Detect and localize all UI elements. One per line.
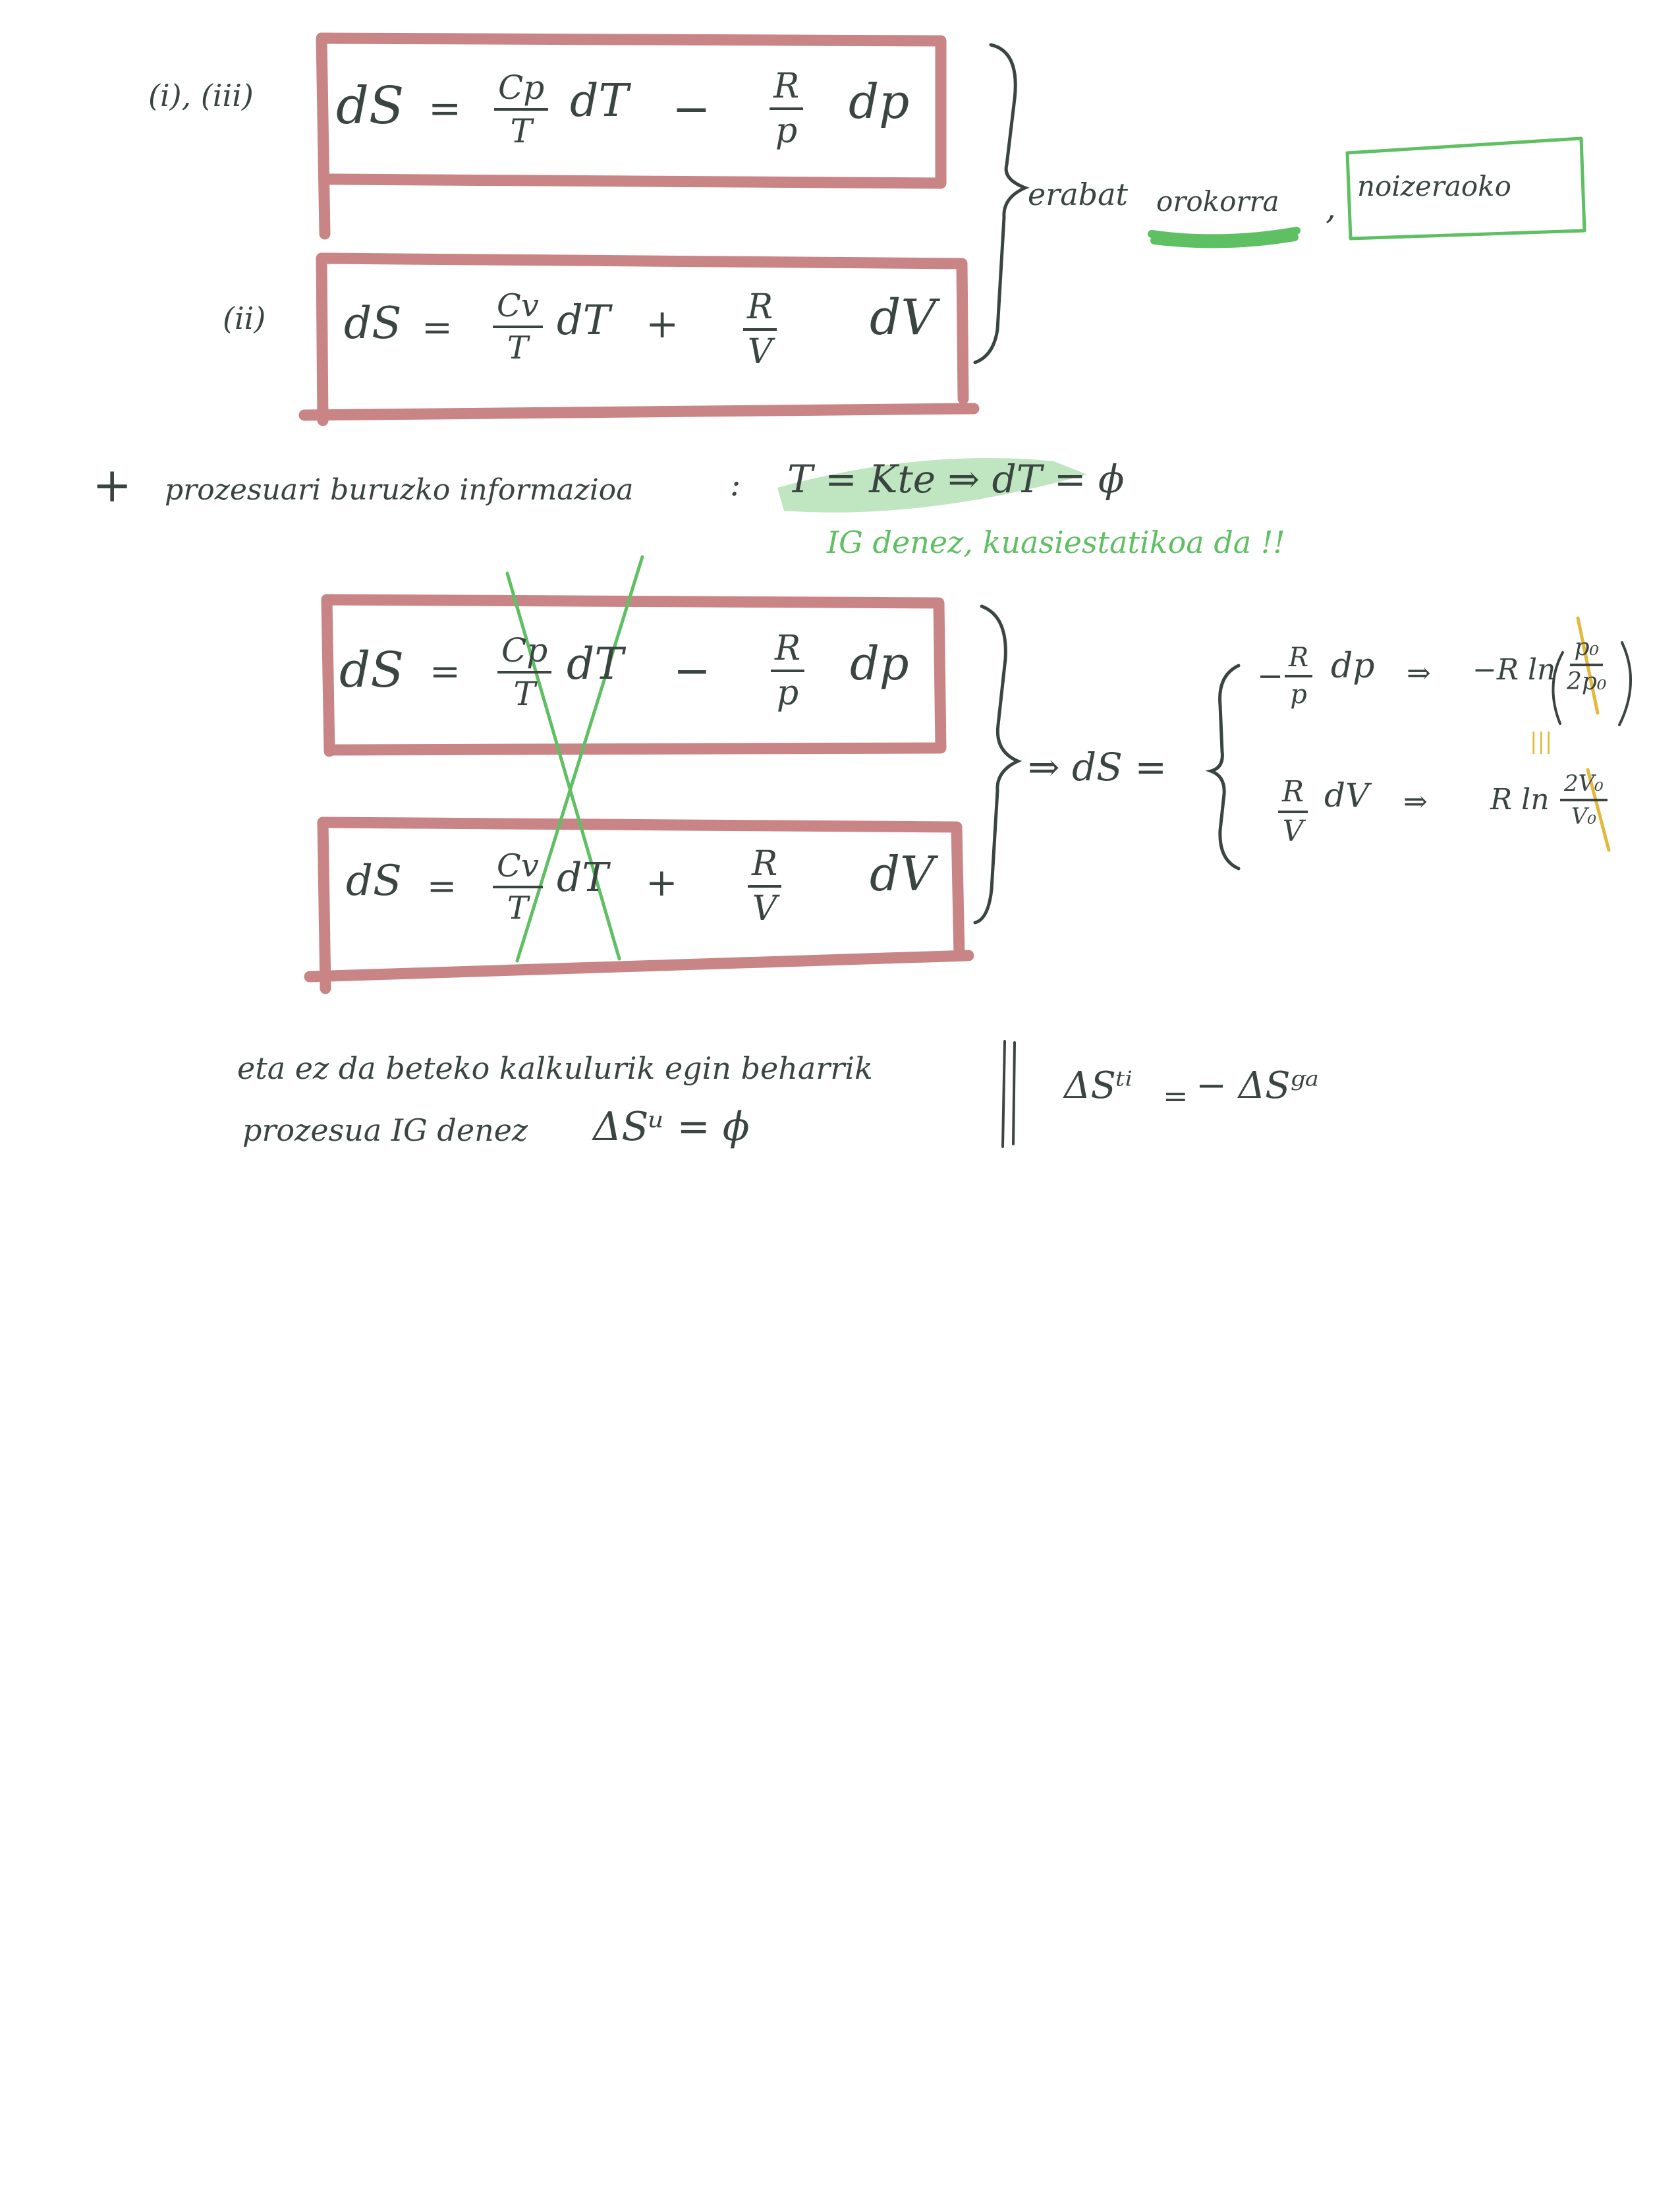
case1-result-num: p₀ xyxy=(1570,636,1602,666)
eq2-frac2-den: V xyxy=(747,332,773,372)
case1-frac-num: R xyxy=(1285,644,1312,677)
b2-eq2-equals: = xyxy=(427,865,457,907)
bottom-delta-u: ΔSᵘ = ϕ xyxy=(593,1104,750,1150)
case1-result-prefix: −R ln xyxy=(1472,653,1556,687)
info-text: prozesuari buruzko informazioa xyxy=(165,473,634,507)
eq1-dT: dT xyxy=(570,75,629,127)
eq2-dT: dT xyxy=(557,296,611,344)
case1-result-fraction xyxy=(1567,636,1606,694)
b2-eq1-equals: = xyxy=(430,650,461,693)
triple-mark: ||| xyxy=(1530,728,1553,755)
eq2-lhs: dS xyxy=(344,298,402,349)
eq2-dV: dV xyxy=(870,289,936,346)
eq2-fraction-r-v xyxy=(743,287,777,372)
case2-result-den: V₀ xyxy=(1571,803,1596,830)
case1-frac-den: p xyxy=(1290,679,1307,710)
b2-eq2-frac2-num: R xyxy=(748,847,781,888)
b2-eq2-dV: dV xyxy=(870,846,935,902)
b2-eq1-fraction-r-p xyxy=(771,629,804,713)
bottom-line1: eta ez da beteko kalkulurik egin beharrik xyxy=(237,1050,873,1086)
eq-box-top-2 xyxy=(327,600,941,751)
b2-eq2-frac1-den: T xyxy=(507,890,528,927)
bottom-delta-rel-eq: = xyxy=(1163,1078,1189,1114)
note-comma: , xyxy=(1326,188,1336,227)
info-condition: T = Kte ⇒ dT = ϕ xyxy=(787,457,1125,501)
case2-arrow: ⇒ xyxy=(1403,785,1428,818)
case1-fraction-r-p xyxy=(1285,644,1312,708)
b2-eq2-plus: + xyxy=(646,860,678,905)
eq2-equals: = xyxy=(422,306,453,349)
implies-ds: ⇒ dS = xyxy=(1028,745,1167,789)
case2-result-num: 2V₀ xyxy=(1560,772,1608,801)
b2-eq1-lhs: dS xyxy=(339,642,405,699)
bottom-delta-rel-rhs: − ΔSᵍᵃ xyxy=(1196,1064,1319,1107)
b2-eq2-frac1-num: Cv xyxy=(493,850,543,888)
bottom-delta-rel-lhs: ΔSᵗⁱ xyxy=(1064,1064,1133,1107)
eq1-minus: − xyxy=(672,82,711,136)
b2-eq1-fraction-cp-t xyxy=(497,631,551,713)
brace-1 xyxy=(975,45,1025,362)
eq2-plus: + xyxy=(646,301,679,347)
green-underline xyxy=(1152,231,1297,244)
info-green-note: IG denez, kuasiestatikoa da !! xyxy=(827,525,1285,560)
b2-eq1-frac2-num: R xyxy=(771,631,804,672)
note-noizeraoko: noizeraoko xyxy=(1357,170,1511,202)
eq-box-top-1 xyxy=(322,38,941,234)
b2-eq2-fraction-r-v xyxy=(748,844,781,929)
eq2-fraction-cv-t xyxy=(493,287,543,366)
paren-right xyxy=(1619,643,1631,725)
b2-eq1-minus: − xyxy=(673,645,711,697)
case1-dp: dp xyxy=(1331,646,1375,686)
note-orokorra: orokorra xyxy=(1156,185,1279,217)
eq1-lhs: dS xyxy=(336,76,405,136)
b2-eq2-frac2-den: V xyxy=(752,889,777,929)
bottom-line2: prozesua IG denez xyxy=(242,1112,528,1148)
info-colon: : xyxy=(730,467,741,503)
eq2-frac2-num: R xyxy=(743,290,777,331)
case2-dV: dV xyxy=(1324,776,1370,815)
b2-eq2-dT: dT xyxy=(557,855,609,901)
b2-eq2-lhs: dS xyxy=(346,857,402,905)
eq1-fraction-r-p xyxy=(770,67,803,151)
case2-fraction-r-v xyxy=(1278,775,1308,848)
info-plus: + xyxy=(92,457,132,513)
case2-frac-num: R xyxy=(1278,778,1308,813)
note-erabat: erabat xyxy=(1028,177,1128,212)
b2-eq1-frac2-den: p xyxy=(776,673,799,713)
b2-eq1-dT: dT xyxy=(567,639,624,689)
case1-arrow: ⇒ xyxy=(1407,656,1431,690)
eq1-frac1-den: T xyxy=(510,112,532,150)
eq1-dp: dp xyxy=(849,74,910,129)
b2-eq1-frac1-num: Cp xyxy=(497,634,551,673)
case2-result-prefix: R ln xyxy=(1490,783,1550,816)
eq2-frac1-num: Cv xyxy=(493,290,543,328)
b2-eq1-frac1-den: T xyxy=(513,675,536,713)
eq1-frac2-den: p xyxy=(775,111,798,151)
eq2-frac1-den: T xyxy=(507,329,528,366)
label-ii: (ii) xyxy=(223,301,266,336)
case2-result-fraction xyxy=(1560,772,1608,828)
cases-brace xyxy=(1211,666,1239,869)
eq1-frac1-num: Cp xyxy=(494,71,548,111)
case2-frac-den: V xyxy=(1282,815,1304,848)
label-i-iii: (i), (iii) xyxy=(148,78,254,113)
case1-result-den: 2p₀ xyxy=(1567,668,1607,695)
brace-2 xyxy=(975,606,1018,923)
eq1-equals: = xyxy=(428,86,462,132)
double-separator xyxy=(1003,1041,1015,1147)
case1-minus: − xyxy=(1257,658,1284,695)
b2-eq2-fraction-cv-t xyxy=(493,847,543,927)
b2-eq1-dp: dp xyxy=(850,637,909,691)
eq1-frac2-num: R xyxy=(770,69,803,110)
eq1-fraction-cp-t xyxy=(494,71,548,148)
